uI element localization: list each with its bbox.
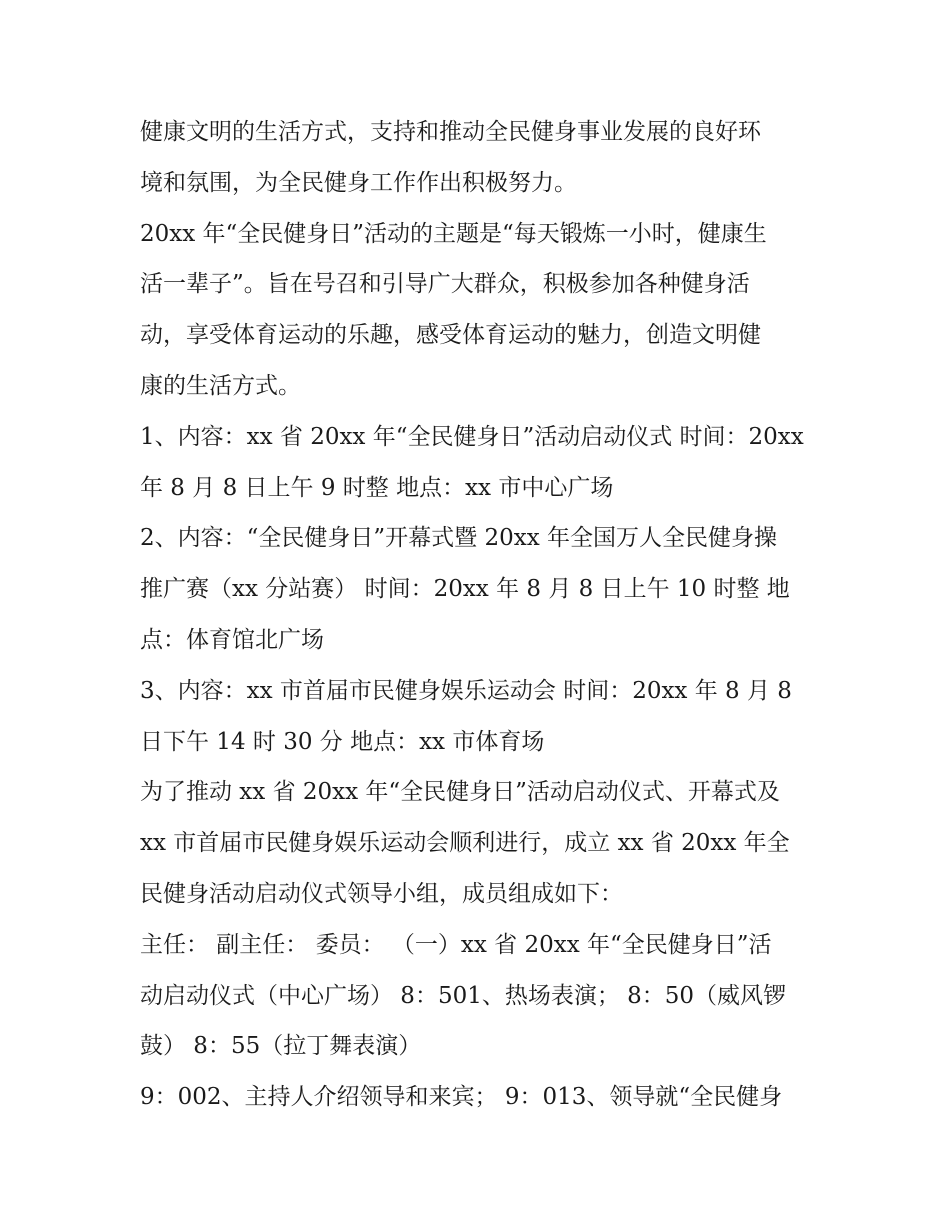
text-line: 2、内容：“全民健身日”开幕式暨 20xx 年全国万人全民健身操 (140, 525, 777, 552)
text-line: 3、内容：xx 市首届市民健身娱乐运动会 时间：20xx 年 8 月 8 (140, 677, 792, 704)
text-line: 康的生活方式。 (140, 372, 301, 399)
text-line: 为了推动 xx 省 20xx 年“全民健身日”活动启动仪式、开幕式及 (140, 779, 780, 806)
text-line: 境和氛围，为全民健身工作作出积极努力。 (140, 169, 577, 196)
text-line: 日下午 14 时 30 分 地点：xx 市体育场 (140, 728, 545, 755)
text-line: xx 市首届市民健身娱乐运动会顺利进行，成立 xx 省 20xx 年全 (140, 830, 790, 857)
text-line: 9：002、主持人介绍领导和来宾； 9：013、领导就“全民健身 (140, 1084, 783, 1111)
text-line: 20xx 年“全民健身日”活动的主题是“每天锻炼一小时，健康生 (140, 220, 767, 247)
text-line: 鼓） 8：55（拉丁舞表演） (140, 1033, 422, 1060)
text-line: 动启动仪式（中心广场） 8：501、热场表演； 8：50（威风锣 (140, 982, 787, 1009)
text-line: 健康文明的生活方式，支持和推动全民健身事业发展的良好环 (140, 119, 761, 145)
text-line: 点：体育馆北广场 (140, 626, 324, 653)
text-line: 年 8 月 8 日上午 9 时整 地点：xx 市中心广场 (140, 474, 614, 501)
text-line: 活一辈子”。旨在号召和引导广大群众，积极参加各种健身活 (140, 271, 750, 298)
text-line: 民健身活动启动仪式领导小组，成员组成如下： (140, 880, 623, 907)
text-line: 1、内容：xx 省 20xx 年“全民健身日”活动启动仪式 时间：20xx (140, 423, 804, 450)
text-line: 推广赛（xx 分站赛） 时间：20xx 年 8 月 8 日上午 10 时整 地 (140, 576, 790, 603)
body-text (140, 107, 820, 1123)
text-line: 主任： 副主任： 委员： （一）xx 省 20xx 年“全民健身日”活 (140, 931, 772, 958)
text-line: 动，享受体育运动的乐趣，感受体育运动的魅力，创造文明健 (140, 322, 761, 349)
